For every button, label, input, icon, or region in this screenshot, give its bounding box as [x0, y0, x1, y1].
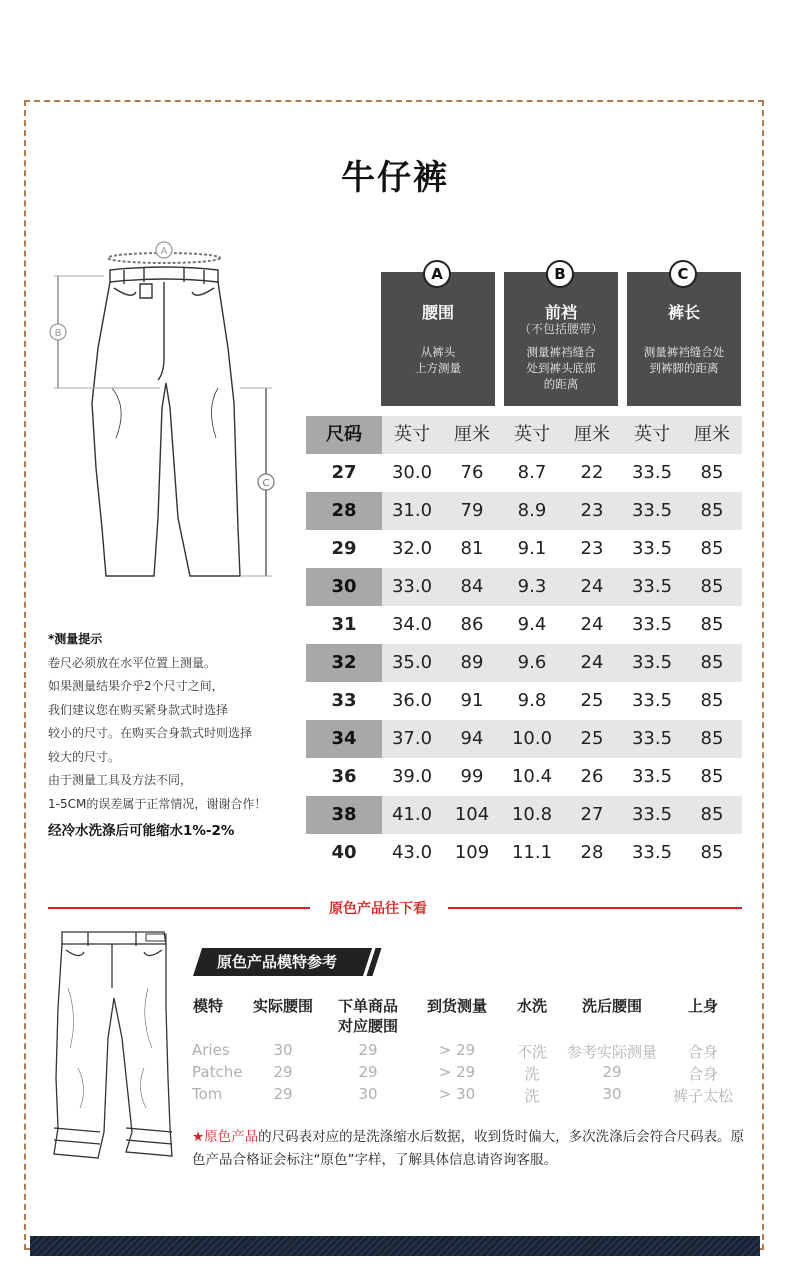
- measurement-cell: 10.4: [511, 766, 553, 787]
- model-column-header: 到货测量: [426, 997, 487, 1015]
- column-subtitle: （不包括腰带）: [518, 322, 603, 336]
- measurement-cell: 11.1: [511, 842, 553, 863]
- header-cell: 英寸: [634, 424, 670, 445]
- measurement-cell: 33.5: [631, 500, 673, 521]
- model-value-cell: 29: [273, 1063, 293, 1081]
- model-column-header: 水洗: [516, 997, 547, 1015]
- measurement-cell: 32.0: [391, 538, 433, 559]
- size-table: [306, 416, 742, 872]
- measurement-cell: 39.0: [391, 766, 433, 787]
- jeans-measurement-diagram: [40, 238, 290, 588]
- model-name-cell: Tom: [192, 1085, 223, 1103]
- notes-line: 如果测量结果介乎2个尺寸之间，: [48, 679, 224, 693]
- model-column-header: 下单商品 对应腰围: [337, 997, 398, 1035]
- measurement-cell: 9.4: [517, 614, 547, 635]
- measurement-cell: 22: [580, 462, 604, 483]
- measurement-cell: 85: [700, 766, 724, 787]
- column-header-front-rise: [504, 265, 618, 406]
- measurement-cell: 24: [580, 652, 604, 673]
- model-column-header: 实际腰围: [252, 997, 313, 1015]
- header-cell: 厘米: [454, 424, 490, 445]
- denim-texture-strip: [30, 1236, 760, 1256]
- measurement-cell: 33.5: [631, 766, 673, 787]
- measurement-cell: 85: [700, 576, 724, 597]
- measurement-cell: 79: [460, 500, 484, 521]
- measurement-cell: 9.8: [517, 690, 547, 711]
- column-letter-badge: C: [669, 260, 697, 288]
- model-reference-heading-text: 原色产品模特参考: [217, 953, 338, 971]
- model-value-cell: 参考实际测量: [566, 1043, 657, 1061]
- measurement-cell: 43.0: [391, 842, 433, 863]
- column-letter-badge: B: [546, 260, 574, 288]
- size-cell: 31: [331, 614, 357, 635]
- column-description: 测量裤裆缝合 处到裤头底部 的距离: [526, 345, 596, 391]
- measurement-cell: 23: [580, 500, 604, 521]
- measurement-cell: 86: [460, 614, 484, 635]
- model-value-cell: > 29: [438, 1063, 476, 1081]
- size-cell: 27: [331, 462, 357, 483]
- size-cell: 38: [306, 796, 382, 834]
- measurement-cell: 85: [700, 842, 724, 863]
- measurement-cell: 85: [700, 690, 724, 711]
- measurement-cell: 89: [460, 652, 484, 673]
- table-header-row: [306, 416, 742, 454]
- notes-line: 我们建议您在购买紧身款式时选择: [48, 702, 229, 717]
- measurement-cell: 81: [460, 538, 484, 559]
- notes-line: 较大的尺寸。: [48, 749, 121, 764]
- table-row: [306, 492, 742, 530]
- size-cell: 30: [306, 568, 382, 606]
- measurement-cell: 33.5: [631, 614, 673, 635]
- size-cell: 36: [331, 766, 357, 787]
- measurement-cell: 27: [580, 804, 604, 825]
- model-value-cell: 30: [602, 1085, 622, 1103]
- header-cell: 厘米: [694, 424, 730, 445]
- measurement-cell: 33.5: [631, 462, 673, 483]
- table-row: [306, 530, 742, 568]
- measurement-cell: 33.5: [631, 652, 673, 673]
- table-row: [306, 454, 742, 492]
- size-cell: 28: [306, 492, 382, 530]
- measurement-cell: 109: [454, 842, 490, 863]
- measurement-cell: 25: [580, 690, 604, 711]
- table-row: [306, 568, 742, 606]
- measurement-cell: 31.0: [391, 500, 433, 521]
- table-row: [306, 720, 742, 758]
- model-column-header: 洗后腰围: [581, 997, 642, 1015]
- measurement-cell: 26: [580, 766, 604, 787]
- column-name: 裤长: [667, 303, 700, 322]
- measurement-cell: 33.0: [391, 576, 433, 597]
- notes-line: 较小的尺寸。在购买合身款式时则选择: [48, 726, 253, 740]
- measurement-cell: 99: [460, 766, 484, 787]
- measurement-cell: 33.5: [631, 576, 673, 597]
- model-value-cell: 洗: [524, 1087, 540, 1105]
- column-description: 从裤头 上方测量: [415, 345, 461, 375]
- model-value-cell: 29: [358, 1063, 378, 1081]
- size-cell: 33: [331, 690, 357, 711]
- measurement-cell: 85: [700, 538, 724, 559]
- model-value-cell: 29: [273, 1085, 293, 1103]
- notes-line: 由于测量工具及方法不同，: [48, 773, 193, 787]
- column-description: 测量裤裆缝合处 到裤脚的距离: [643, 345, 725, 375]
- measurement-cell: 35.0: [391, 652, 433, 673]
- raw-denim-jeans-sketch: [48, 928, 188, 1168]
- measurement-cell: 33.5: [631, 538, 673, 559]
- column-letter-badge: A: [423, 260, 451, 288]
- notes-line: 1-5CM的误差属于正常情况，谢谢合作！: [48, 796, 267, 811]
- measurement-cell: 8.7: [517, 462, 547, 483]
- measurement-cell: 9.1: [517, 538, 547, 559]
- measurement-cell: 91: [460, 690, 484, 711]
- model-name-cell: Patche: [192, 1063, 243, 1081]
- measurement-cell: 85: [700, 500, 724, 521]
- model-column-header: 上身: [687, 997, 718, 1015]
- measurement-cell: 85: [700, 728, 724, 749]
- size-cell: 40: [331, 842, 357, 863]
- measurement-cell: 85: [700, 462, 724, 483]
- table-row: [306, 606, 742, 644]
- model-value-cell: 洗: [524, 1065, 540, 1083]
- measurement-cell: 33.5: [631, 842, 673, 863]
- model-value-cell: 合身: [687, 1043, 718, 1061]
- diagram-label-b: B: [54, 328, 62, 339]
- measurement-cell: 10.8: [511, 804, 553, 825]
- shrinkage-note: 经冷水洗涤后可能缩水1%-2%: [48, 823, 235, 839]
- table-row: [306, 758, 742, 796]
- measurement-cell: 85: [700, 804, 724, 825]
- model-value-cell: 合身: [687, 1065, 718, 1083]
- model-reference-heading: [193, 948, 375, 976]
- measurement-cell: 41.0: [391, 804, 433, 825]
- column-name: 前裆: [544, 303, 577, 322]
- model-value-cell: 不洗: [516, 1043, 547, 1061]
- measurement-cell: 33.5: [631, 804, 673, 825]
- measurement-cell: 9.6: [517, 652, 547, 673]
- table-row: [306, 834, 742, 872]
- size-cell: 32: [306, 644, 382, 682]
- raw-denim-note-star: ★原色产品: [192, 1129, 259, 1145]
- model-column-header: 模特: [192, 997, 223, 1015]
- model-name-cell: Aries: [192, 1041, 230, 1059]
- header-cell: 英寸: [394, 424, 430, 445]
- model-value-cell: 裤子太松: [672, 1087, 733, 1105]
- measurement-cell: 84: [460, 576, 484, 597]
- measurement-cell: 24: [580, 614, 604, 635]
- measurement-cell: 85: [700, 614, 724, 635]
- measurement-cell: 37.0: [391, 728, 433, 749]
- header-cell: 厘米: [574, 424, 610, 445]
- measurement-cell: 28: [580, 842, 604, 863]
- measurement-cell: 9.3: [517, 576, 547, 597]
- measurement-cell: 104: [454, 804, 490, 825]
- column-header-waist: [381, 265, 495, 406]
- measurement-cell: 94: [460, 728, 484, 749]
- raw-denim-note: [192, 1126, 752, 1172]
- measurement-cell: 8.9: [517, 500, 547, 521]
- measurement-cell: 25: [580, 728, 604, 749]
- page-title: 牛仔裤: [341, 158, 449, 198]
- table-row: [306, 644, 742, 682]
- model-value-cell: > 30: [438, 1085, 476, 1103]
- model-value-cell: 29: [358, 1041, 378, 1059]
- measurement-cell: 33.5: [631, 728, 673, 749]
- raw-denim-note-text: 的尺码表对应的是洗涤缩水后数据，收到货时偏大，多次洗涤后会符合尺码表。原色产品合格证会标注“原色”字样，了解具体信息请咨询客服。: [192, 1129, 745, 1168]
- notes-title: *测量提示: [48, 632, 103, 646]
- model-value-cell: 30: [358, 1085, 378, 1103]
- table-row: [306, 682, 742, 720]
- column-header-length: [627, 265, 741, 406]
- header-cell: 英寸: [514, 424, 550, 445]
- divider-line-right: [448, 907, 742, 909]
- divider-line-left: [48, 907, 310, 909]
- measurement-cell: 23: [580, 538, 604, 559]
- column-name: 腰围: [421, 303, 454, 322]
- measurement-cell: 30.0: [391, 462, 433, 483]
- diagram-label-c: C: [262, 478, 270, 489]
- divider-label: 原色产品往下看: [329, 901, 427, 917]
- size-cell: 29: [331, 538, 357, 559]
- diagram-label-a: A: [160, 246, 168, 257]
- measurement-cell: 36.0: [391, 690, 433, 711]
- table-row: [306, 796, 742, 834]
- model-value-cell: > 29: [438, 1041, 476, 1059]
- measurement-cell: 76: [460, 462, 484, 483]
- size-cell: 34: [306, 720, 382, 758]
- model-value-cell: 29: [602, 1063, 622, 1081]
- measurement-cell: 24: [580, 576, 604, 597]
- header-cell: 尺码: [306, 416, 382, 454]
- measurement-notes: [48, 628, 298, 844]
- measurement-cell: 34.0: [391, 614, 433, 635]
- measurement-cell: 85: [700, 652, 724, 673]
- measurement-cell: 33.5: [631, 690, 673, 711]
- measurement-cell: 10.0: [511, 728, 553, 749]
- model-value-cell: 30: [273, 1041, 293, 1059]
- notes-line: 卷尺必须放在水平位置上测量。: [48, 655, 217, 670]
